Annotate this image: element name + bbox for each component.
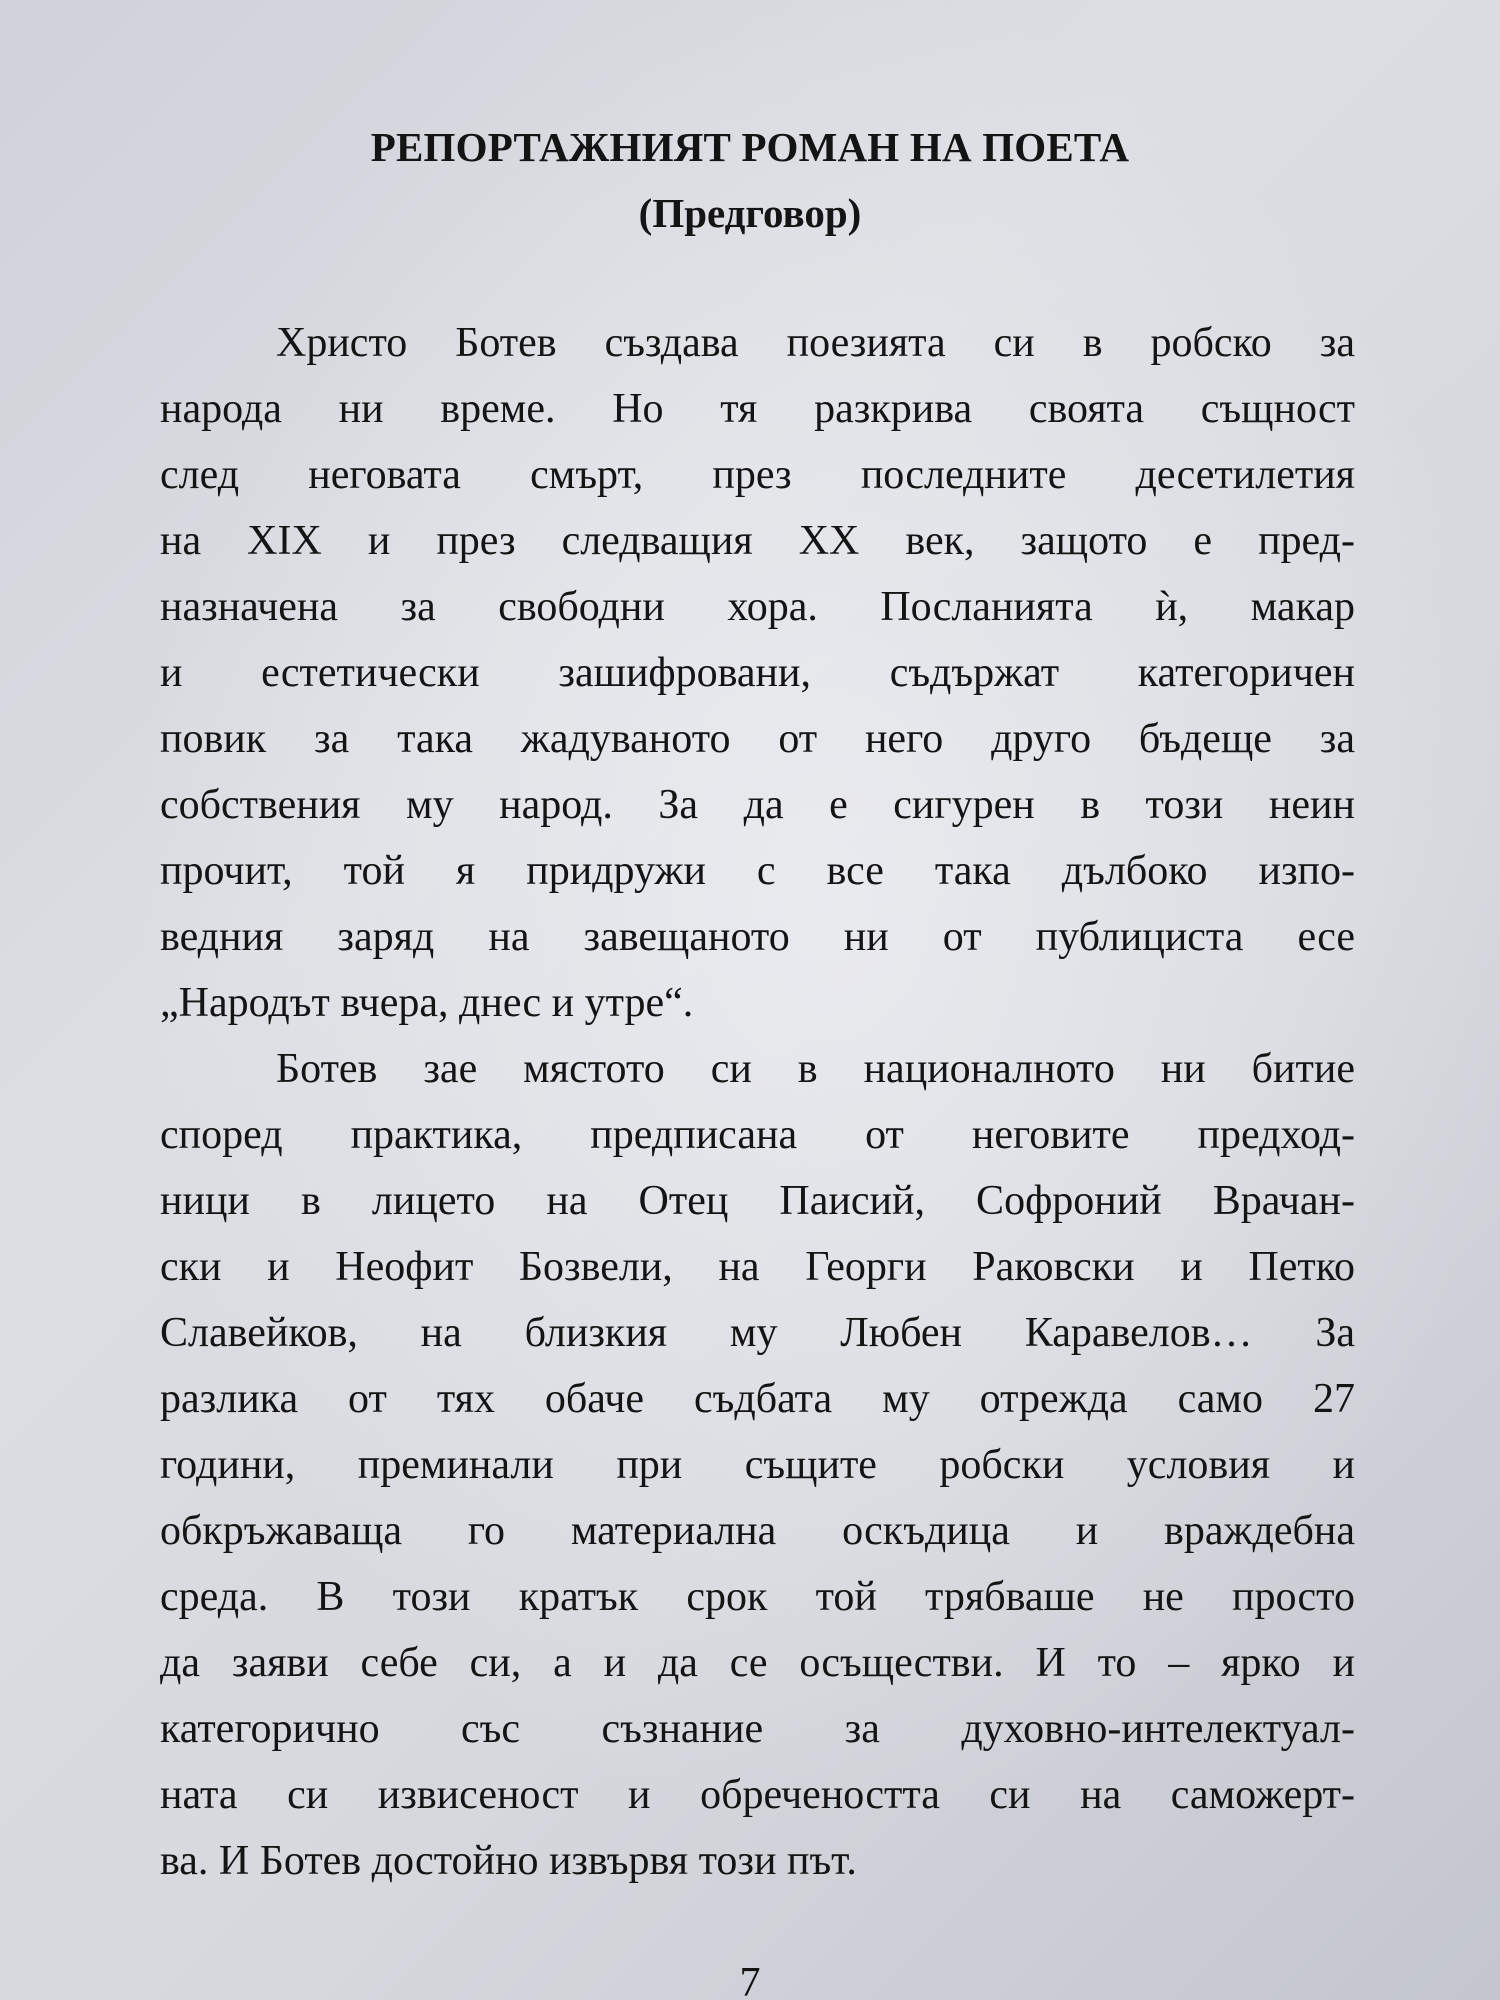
- body-text: [160, 310, 1355, 1894]
- text-line: среда. В този кратък срок той трябваше не просто: [160, 1574, 1355, 1620]
- text-line: ведния заряд на завещаното ни от публициста есе: [160, 914, 1355, 960]
- text-line: обкръжаваща го материална оскъдица и враждебна: [160, 1508, 1355, 1554]
- page-number: 7: [739, 1960, 761, 2000]
- text-line: ва. И Ботев достойно извървя този път.: [160, 1838, 857, 1884]
- text-line: ници в лицето на Отец Паисий, Софроний Врачан-: [160, 1178, 1355, 1224]
- text-line: Христо Ботев създава поезията си в робско за: [276, 320, 1355, 366]
- text-line: Славейков, на близкия му Любен Каравелов… За: [160, 1310, 1355, 1356]
- paragraph-2: [160, 1036, 1355, 1894]
- text-line: назначена за свободни хора. Посланията ѝ, макар: [160, 584, 1355, 630]
- text-line: народа ни време. Но тя разкрива своята същност: [160, 386, 1355, 432]
- text-line: след неговата смърт, през последните десетилетия: [160, 452, 1355, 498]
- text-line: прочит, той я придружи с все така дълбоко изпо-: [160, 848, 1355, 894]
- text-line: години, преминали при същите робски условия и: [160, 1442, 1355, 1488]
- text-line: ната си извисеност и обречеността си на саможерт-: [160, 1772, 1355, 1818]
- text-line: и естетически зашифровани, съдържат категоричен: [160, 650, 1355, 696]
- paragraph-1: [160, 310, 1355, 1036]
- text-line: разлика от тях обаче съдбата му отрежда само 27: [160, 1376, 1355, 1422]
- chapter-subtitle: (Предговор): [638, 190, 862, 236]
- text-line: според практика, предписана от неговите предход-: [160, 1112, 1355, 1158]
- text-line: категорично със съзнание за духовно-интелектуал-: [160, 1706, 1355, 1752]
- text-line: повик за така жадуваното от него друго бъдеще за: [160, 716, 1355, 762]
- text-line: на XIX и през следващия XX век, защото е пред-: [160, 518, 1355, 564]
- text-line: „Народът вчера, днес и утре“.: [160, 980, 694, 1026]
- text-line: да заяви себе си, а и да се осъществи. И то – ярко и: [160, 1640, 1355, 1686]
- text-line: собствения му народ. За да е сигурен в този неин: [160, 782, 1355, 828]
- text-line: Ботев зае мястото си в националното ни битие: [276, 1046, 1355, 1092]
- chapter-title: РЕПОРТАЖНИЯТ РОМАН НА ПОЕТА: [370, 124, 1130, 170]
- text-line: ски и Неофит Бозвели, на Георги Раковски и Петко: [160, 1244, 1355, 1290]
